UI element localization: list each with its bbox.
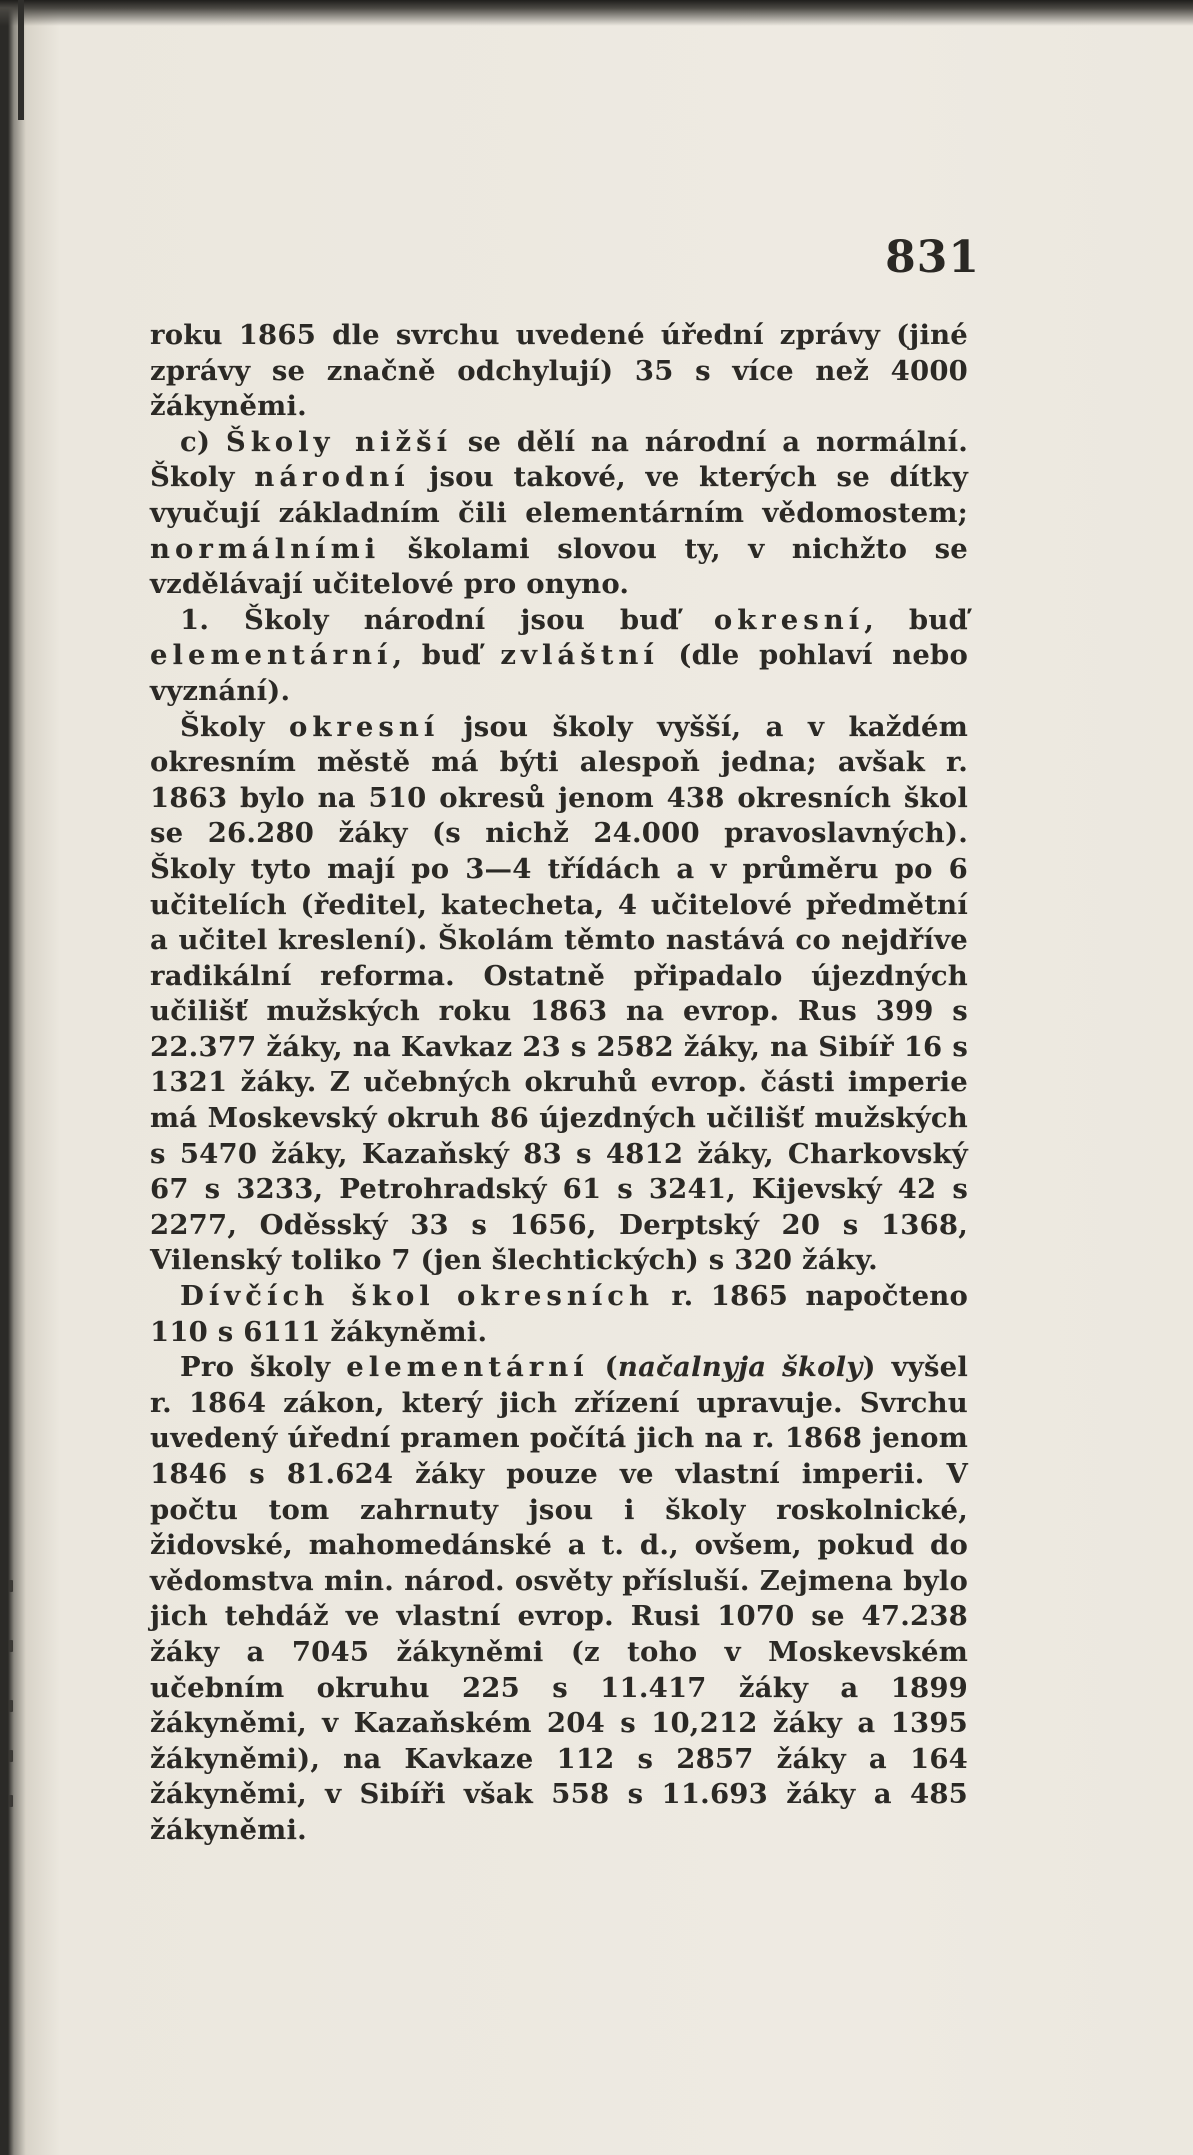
text-run: ) vyšel r. 1864 zákon, který jich zřízení upravuje. Svrchu uvedený úřední pramen počítá jich na r. 1868 jenom 1846 s 81.624 žáky pouze ve vlastní imperii. V počtu tom zahrnuty jsou i školy roskolnické, židovské, mahomedánské a t. d., ovšem, pokud do vědomstva min. národ. osvěty přísluší. Zejmena bylo jich tehdáž ve vlastní evrop. Rusi 1070 se 47.238 žáky a 7045 žákyněmi (z toho v Moskevském učebním okruhu 225 s 11.417 žáky a 1899 žákyněmi, v Kazaňském 204 s 10,212 žáky a 1395 žákyněmi), na Kavkaze 112 s 2857 žáky a 164 žákyněmi, v Sibíři však 558 s 11.693 žáky a 485 žákyněmi. (150, 1351, 968, 1846)
page-top-shadow (0, 0, 1193, 26)
text-run: r. 1865 napočteno 110 s 6111 žákyněmi. (150, 1280, 969, 1348)
binding-shadow (18, 0, 24, 120)
paragraph-4 (150, 710, 968, 1280)
text-run: , buď (392, 639, 501, 672)
text-run: školami slovou ty, v nichžto se vzdělávají učitelové pro onyno. (150, 532, 968, 601)
text-run: (dle pohlaví nebo vyznání). (150, 639, 968, 707)
text-run: se dělí na národní a normální. Školy (150, 425, 968, 494)
text-run: , buď (864, 603, 968, 636)
text-run: jsou takové, ve kterých se dítky vyučují základním čili elementárním vědomostem; (150, 461, 968, 529)
italic-term: načalnyja školy (617, 1351, 863, 1384)
spaced-emphasis: normálními (150, 532, 381, 565)
spaced-emphasis: elementární (150, 639, 393, 672)
text-run: ( (588, 1351, 618, 1384)
paragraph-1 (150, 318, 968, 425)
paragraph-3 (150, 603, 968, 710)
spaced-emphasis: okresní (713, 603, 865, 636)
paragraph-2 (150, 425, 968, 603)
spaced-emphasis: elementární (346, 1351, 589, 1384)
spaced-emphasis: Školy nižší (225, 425, 453, 458)
text-run: c) (180, 425, 226, 458)
text-run: jsou školy vyšší, a v každém okresním městě má býti alespoň jedna; avšak r. 1863 bylo na 510 okresů jenom 438 okresních škol se 26.280 žáky (s nichž 24.000 pravoslavných). Školy tyto mají po 3—4 třídách a v průměru po 6 učitelích (ředitel, katecheta, 4 učitelové předmětní a učitel kreslení). Školám těmto nastává co nejdříve radikální reforma. Ostatně připadalo újezdných učilišť mužských roku 1863 na evrop. Rus 399 s 22.377 žáky, na Kavkaz 23 s 2582 žáky, na Sibíř 16 s 1321 žáky. Z učebných okruhů evrop. části imperie má Moskevský okruh 86 újezdných učilišť mužských s 5470 žáky, Kazaňský 83 s 4812 žáky, Charkovský 67 s 3233, Petrohradský 61 s 3241, Kijevský 42 s 2277, Oděsský 33 s 1656, Derptský 20 s 1368, Vilenský toliko 7 (jen šlechtických) s 320 žáky. (150, 710, 968, 1277)
text-run: Školy (180, 710, 290, 743)
paragraph-5 (150, 1279, 968, 1350)
text-run: roku 1865 dle svrchu uvedené úřední zprávy (jiné zprávy se značně odchylují) 35 s více než 4000 žákyněmi. (150, 319, 968, 423)
spaced-emphasis: národní (254, 461, 410, 494)
paragraph-6 (150, 1350, 968, 1848)
text-run: Pro školy (180, 1351, 347, 1384)
spaced-emphasis: Dívčích škol okresních (180, 1280, 655, 1313)
body-text (150, 318, 968, 1849)
text-run: 1. Školy národní jsou buď (180, 603, 714, 636)
margin-marks (6, 1580, 20, 1820)
page-number: 831 (885, 232, 980, 283)
spaced-emphasis: zvláštní (500, 639, 659, 672)
spaced-emphasis: okresní (289, 710, 440, 743)
